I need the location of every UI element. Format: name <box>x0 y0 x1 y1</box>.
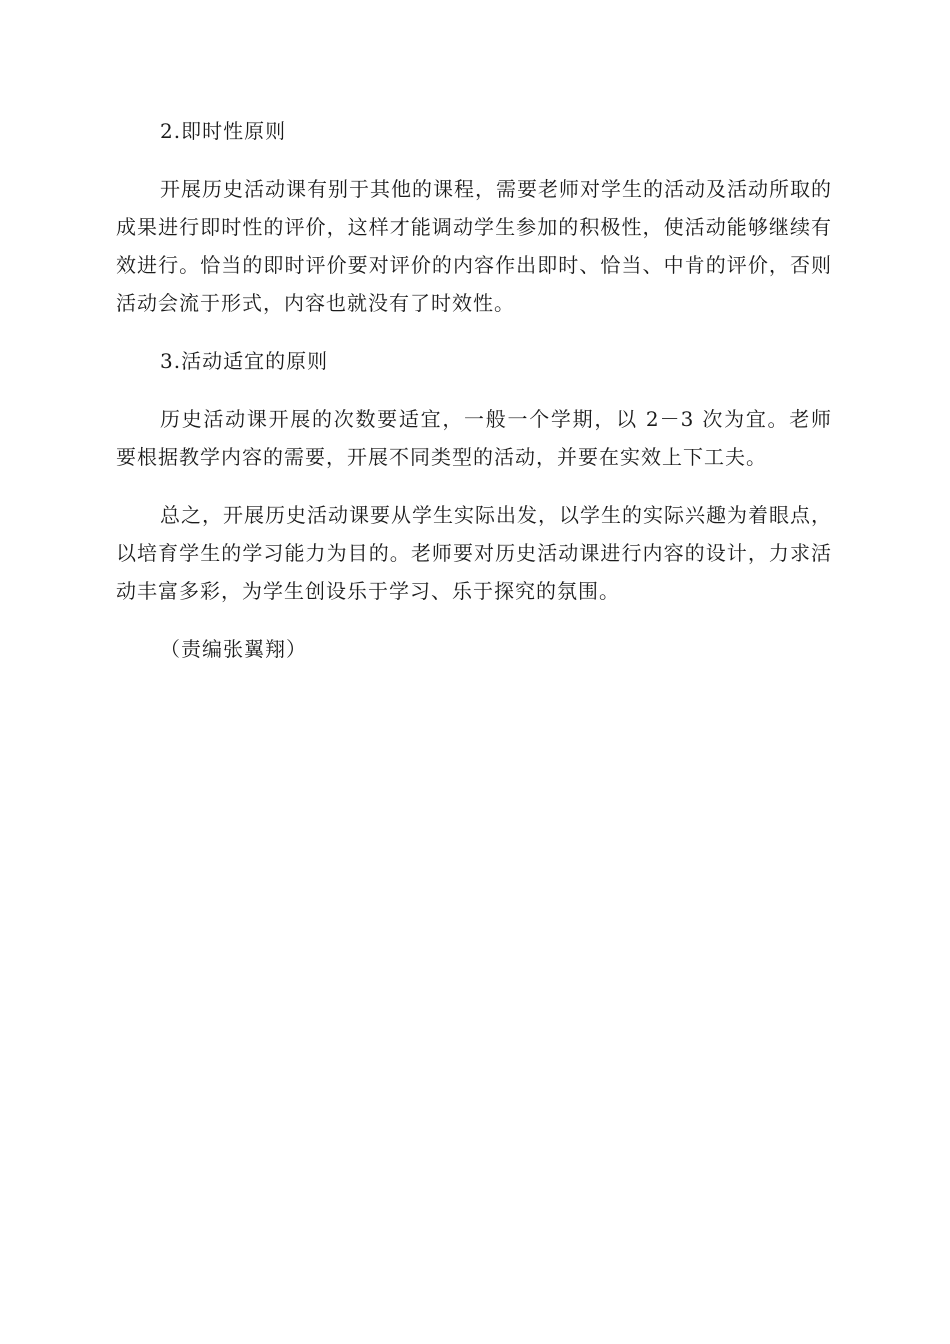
paragraph-immediacy: 开展历史活动课有别于其他的课程，需要老师对学生的活动及活动所取的成果进行即时性的评价，这样才能调动学生参加的积极性，使活动能够继续有效进行。恰当的即时评价要对评价的内容作出即时、恰当、中肯的评价，否则活动会流于形式，内容也就没有了时效性。 <box>116 177 832 315</box>
paragraph-appropriateness: 历史活动课开展的次数要适宜，一般一个学期，以 2－3 次为宜。老师要根据教学内容的需要，开展不同类型的活动，并要在实效上下工夫。 <box>116 407 832 469</box>
paragraph-conclusion: 总之，开展历史活动课要从学生实际出发，以学生的实际兴趣为着眼点，以培育学生的学习能力为目的。老师要对历史活动课进行内容的设计，力求活动丰富多彩，为学生创设乐于学习、乐于探究的氛围。 <box>116 503 832 603</box>
editor-note: （责编张翼翔） <box>160 637 307 661</box>
document-body <box>116 112 832 668</box>
section-heading-3: 3.活动适宜的原则 <box>160 349 329 373</box>
section-heading-2: 2.即时性原则 <box>160 119 287 143</box>
